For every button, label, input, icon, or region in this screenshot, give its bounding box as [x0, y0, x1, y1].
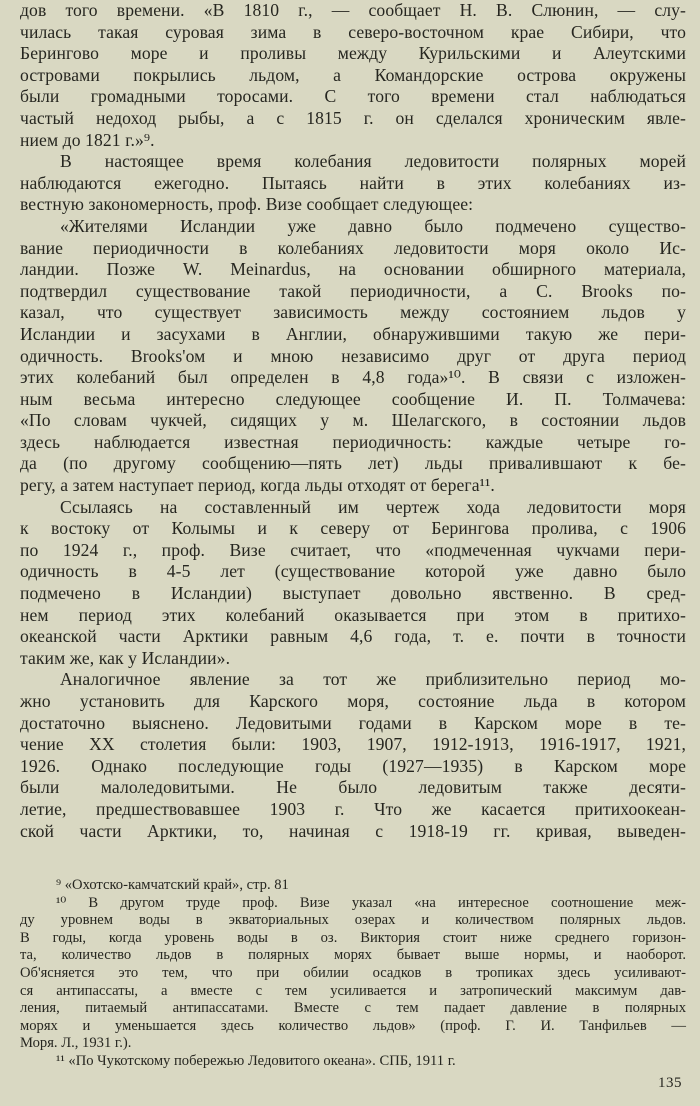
body-text — [20, 0, 686, 842]
text-line: к востоку от Колымы и к северу от Берингова пролива, с 1906 — [20, 518, 686, 539]
text-line: Ссылаясь на составленный им чертеж хода ледовитости моря — [60, 496, 686, 517]
footnote-line: ся антипассаты, а вместе с тем усиливается и затропический максимум дав- — [20, 982, 686, 999]
footnote-line: В годы, когда уровень воды в оз. Виктория стоит ниже среднего горизон- — [20, 929, 686, 946]
text-line: океанской части Арктики равным 4,6 года, т. е. почти в точности — [20, 626, 686, 647]
text-line: этих колебаний был определен в 4,8 года»¹⁰. В связи с изложен- — [20, 367, 686, 388]
text-line: частый недоход рыбы, а с 1815 г. он сделался хроническим явле- — [20, 107, 686, 128]
text-line: достаточно выяснено. Ледовитыми годами в Карском море в те- — [20, 712, 686, 733]
text-line: одичность в 4-5 лет (существование которой уже давно было — [20, 561, 686, 582]
text-line: казал, что существует зависимость между состоянием льдов у — [20, 302, 686, 323]
text-line: наблюдаются ежегодно. Пытаясь найти в этих колебаниях из- — [20, 172, 686, 193]
text-line: ландии. Позже W. Meinardus, на основании обширного материала, — [20, 259, 686, 280]
text-line: были малоледовитыми. Не было ледовитым также десяти- — [20, 777, 686, 798]
text-line: дов того времени. «В 1810 г., — сообщает Н. В. Слюнин, — слу- — [20, 0, 686, 20]
text-line: вестную закономерность, проф. Визе сообщает следующее: — [20, 194, 474, 215]
text-line: ным весьма интересно следующее сообщение И. П. Толмачева: — [20, 388, 686, 409]
text-line: были громадными торосами. С того времени стал наблюдаться — [20, 86, 686, 107]
footnote-line: ¹⁰ В другом труде проф. Визе указал «на интересное соотношение меж- — [56, 894, 686, 911]
text-line: островами покрылись льдом, а Командорские острова окружены — [20, 64, 686, 85]
footnote-line: ⁹ «Охотско-камчатский край», стр. 81 — [56, 877, 289, 893]
text-line: чение XX столетия были: 1903, 1907, 1912-1913, 1916-1917, 1921, — [20, 734, 686, 755]
text-line: таким же, как у Исландии». — [20, 647, 231, 668]
text-line: нем период этих колебаний оказывается при этом в притихо- — [20, 604, 686, 625]
text-line: подтвердил существование такой периодичности, а C. Brooks по- — [20, 280, 686, 301]
text-line: подмечено в Исландии) выступает довольно явственно. В сред- — [20, 583, 686, 604]
text-line: Исландии и засухами в Англии, обнаружившими такую же пери- — [20, 323, 686, 344]
text-line: Аналогичное явление за тот же приблизительно период мо- — [60, 669, 686, 690]
text-line: Берингово море и проливы между Курильскими и Алеутскими — [20, 43, 686, 64]
text-line: да (по другому сообщению—пять лет) льды привалившают к бе- — [20, 453, 686, 474]
text-line: ской части Арктики, то, начиная с 1918-19 гг. кривая, выведен- — [20, 820, 686, 841]
footnote-line: ления, питаемый антипассатами. Вместе с тем падает давление в полярных — [20, 1000, 686, 1017]
text-line: здесь наблюдается известная периодичность: каждые четыре го- — [20, 431, 686, 452]
text-line: 1926. Однако последующие годы (1927—1935) в Карском море — [20, 755, 686, 776]
text-line: регу, а затем наступает период, когда льды отходят от берега¹¹. — [20, 475, 495, 496]
footnote-line: Моря. Л., 1931 г.). — [20, 1035, 132, 1052]
text-line: чилась такая суровая зима в северо-восточном крае Сибири, что — [20, 21, 686, 42]
footnote-line: та, количество льдов в полярных морях бывает выше нормы, и наоборот. — [20, 947, 686, 964]
footnote-line: ¹¹ «По Чукотскому побережью Ледовитого океана». СПБ, 1911 г. — [56, 1052, 456, 1069]
footnote-line: морях и уменьшается здесь количество льдов» (проф. Г. И. Танфильев — — [20, 1017, 686, 1034]
text-line: одичность. Brooks'ом и мною независимо друг от друга период — [20, 345, 686, 366]
page-number: 135 — [658, 1075, 682, 1091]
text-line: вание периодичности в колебаниях ледовитости моря около Ис- — [20, 237, 686, 258]
text-line: «По словам чукчей, сидящих у м. Шелагского, в состоянии льдов — [20, 410, 686, 431]
footnote-line: ду уровнем воды в экваториальных озерах и количеством полярных льдов. — [20, 912, 686, 929]
footnote-line: Об'ясняется это тем, что при обилии осадков в тропиках здесь усиливают- — [20, 964, 686, 981]
text-line: В настоящее время колебания ледовитости полярных морей — [60, 151, 686, 172]
footnotes — [20, 877, 686, 1071]
text-line: летие, предшествовавшее 1903 г. Что же касается притихоокеан- — [20, 798, 686, 819]
text-line: нием до 1821 г.»⁹. — [20, 129, 155, 150]
text-line: «Жителями Исландии уже давно было подмечено существо- — [60, 215, 686, 236]
text-line: жно установить для Карского моря, состояние льда в котором — [20, 691, 686, 711]
text-line: по 1924 г., проф. Визе считает, что «подмеченная чукчами пери- — [20, 539, 686, 560]
